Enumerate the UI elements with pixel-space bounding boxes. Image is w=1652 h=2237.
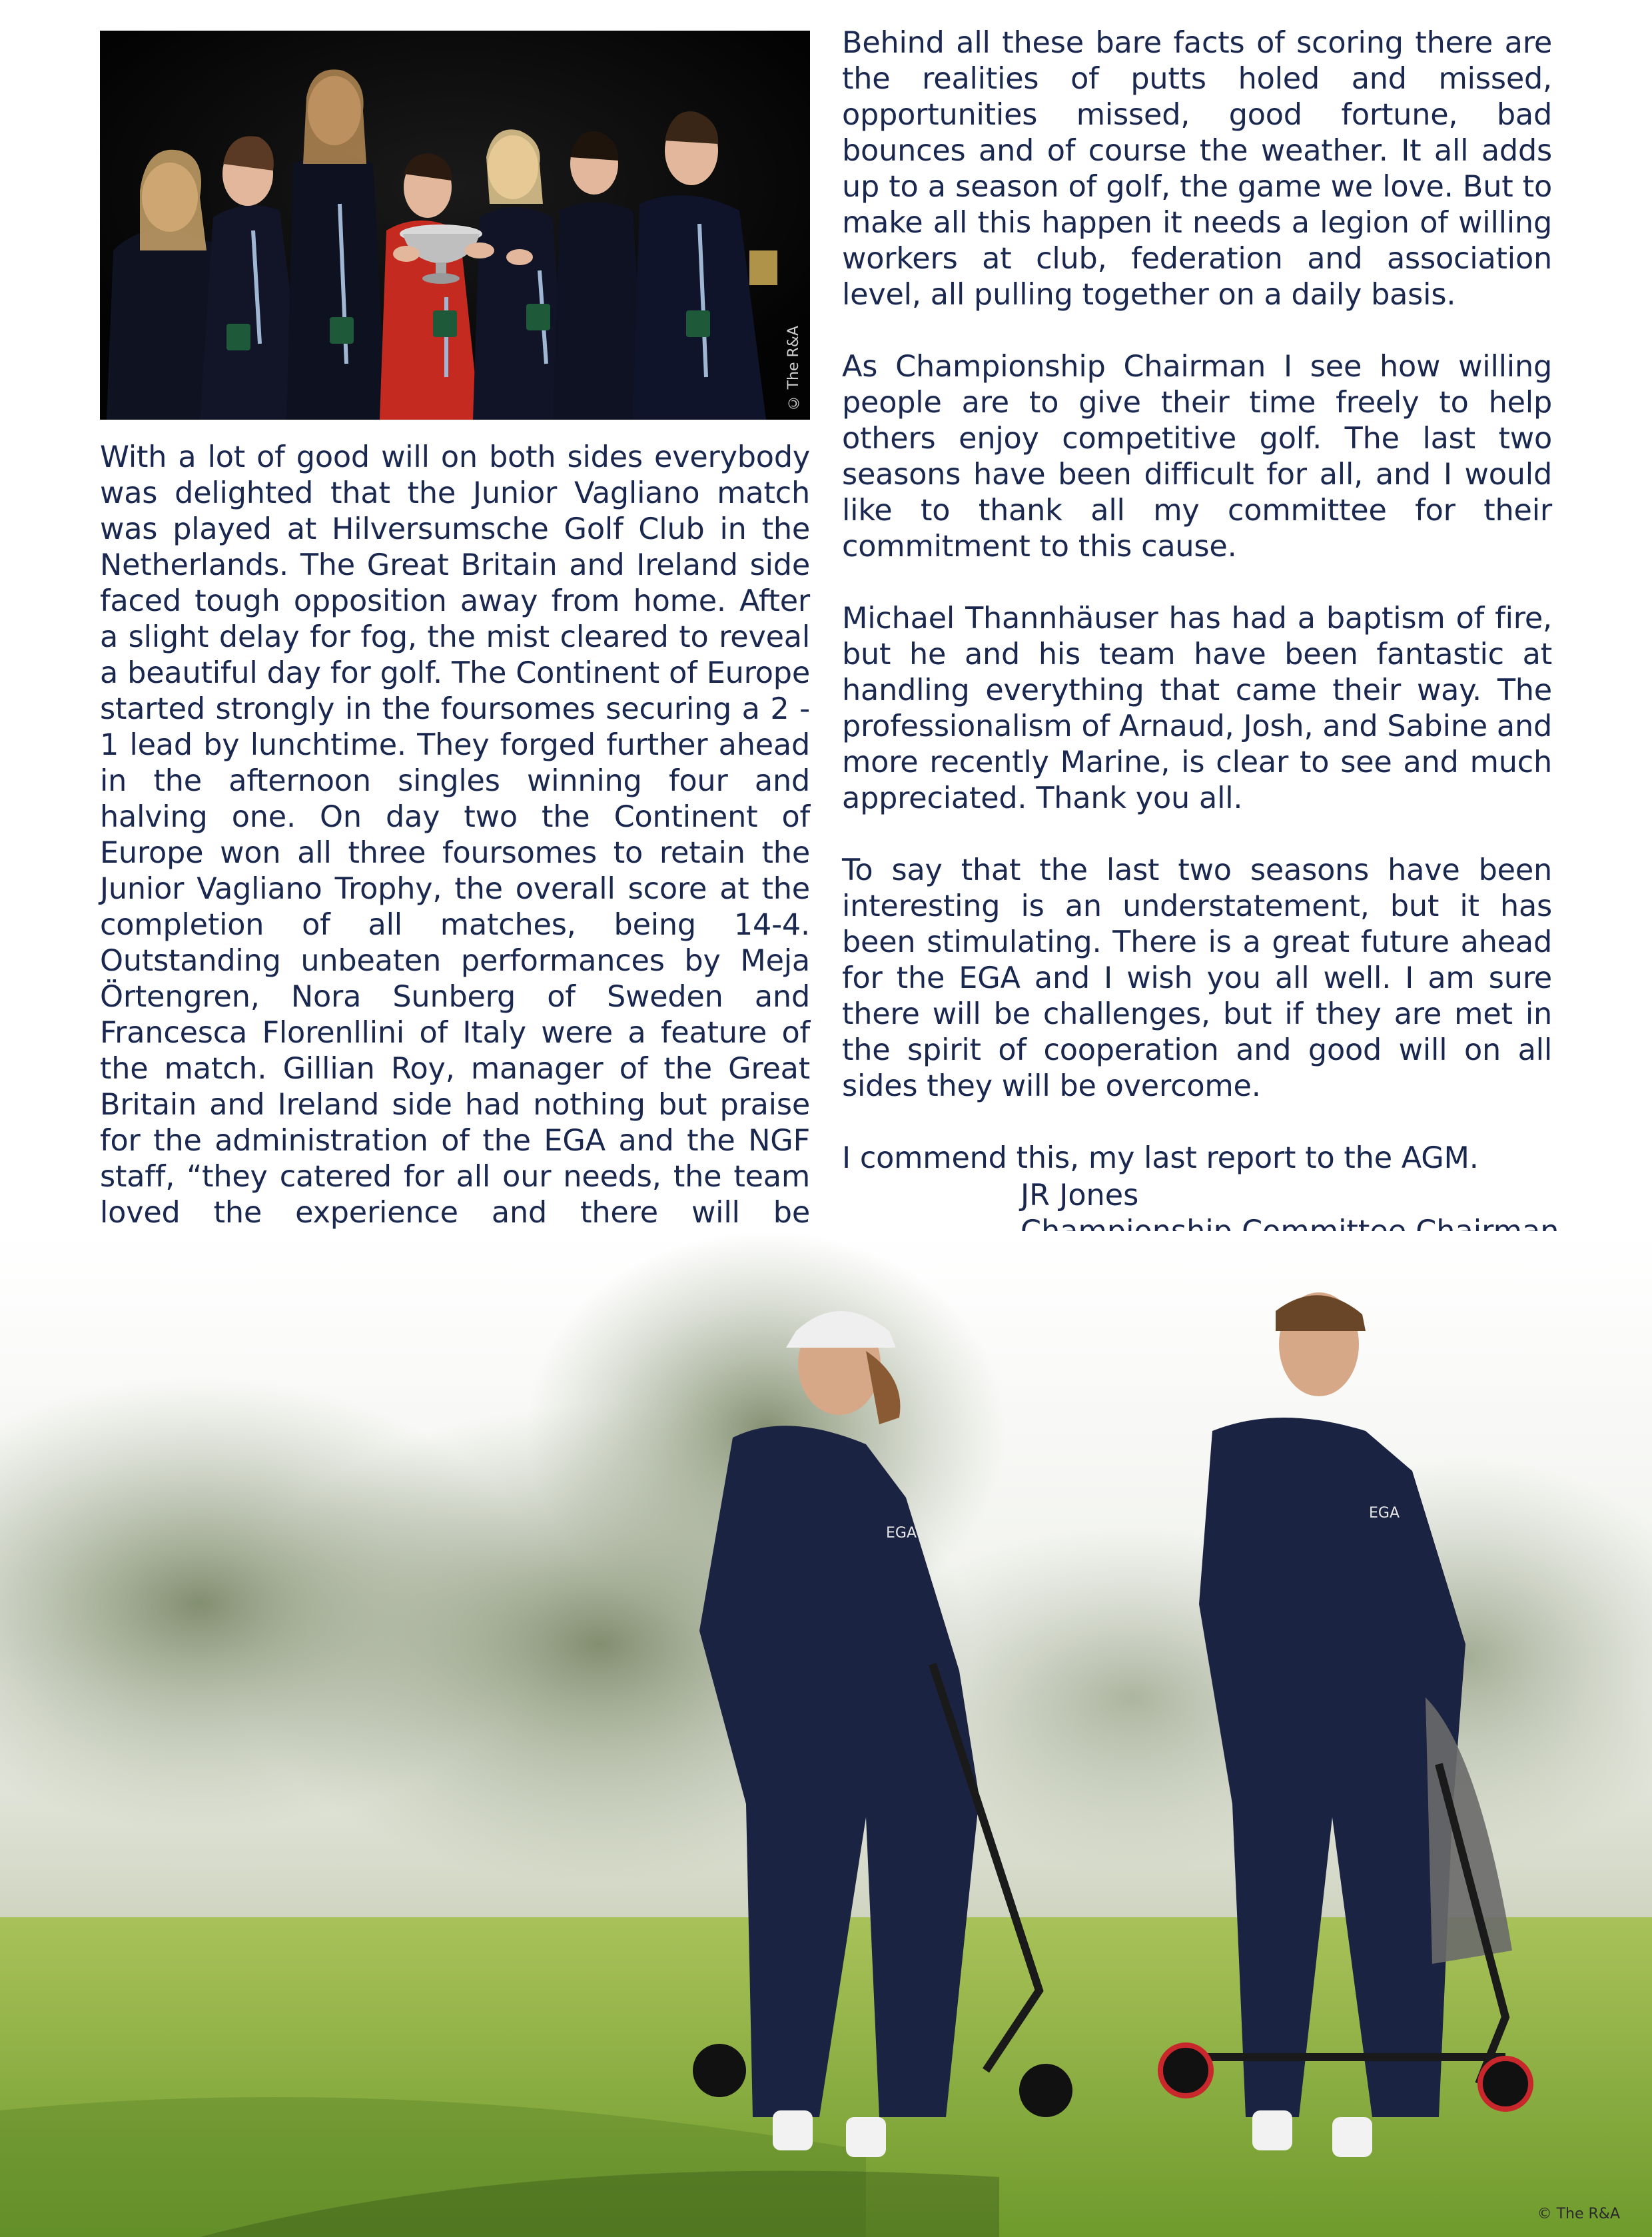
right-paragraph-2: As Championship Chairman I see how willing people are to give their time freely to help others enjoy competitive golf. The last two seasons have been difficult for all, and I would like to thank all my committee for their commitment to this cause. <box>842 350 1552 564</box>
golfers-walking-illustration <box>0 1231 1652 2237</box>
golfer1-sweater-logo: EGA <box>886 1525 917 1542</box>
left-column-text <box>100 440 810 1303</box>
top-photo-credit: © The R&A <box>785 325 802 410</box>
signature-name: JR Jones <box>1021 1178 1139 1212</box>
right-paragraph-5: I commend this, my last report to the AGM. <box>842 1141 1479 1175</box>
team-trophy-photo <box>100 31 810 420</box>
left-paragraph-1: With a lot of good will on both sides everybody was delighted that the Junior Vagliano match was played at Hilversumsche Golf Club in the Netherlands. The Great Britain and Ireland side faced tough opposition away from home. After a slight delay for fog, the mist cleared to reveal a beautiful day for golf. The Continent of Europe started strongly in the foursomes securing a 2 - 1 lead by lunchtime. They forged further ahead in the afternoon singles winning four and halving one. On day two the Continent of Europe won all three foursomes to retain the Junior Vagliano Trophy, the overall score at the completion of all matches, being 14-4. Outstanding unbeaten performances by Meja Örtengren, Nora Sunberg of Sweden and Francesca Florenllini of Italy were a feature of the match. Gillian Roy, manager of the Great Britain and Ireland side had nothing but praise for the administration of the EGA and the NGF staff, “they catered for all our needs, the team loved the experience and there will be <box>100 440 810 1230</box>
golfers-walking-photo <box>0 1231 1652 2237</box>
bottom-photo-credit: © The R&A <box>1537 2206 1620 2222</box>
right-paragraph-4: To say that the last two seasons have been interesting is an understatement, but it has been stimulating. There is a great future ahead for the EGA and I wish you all well. I am sure there will be challenges, but if they are met in the spirit of cooperation and good will on all sides they will be overcome. <box>842 853 1552 1103</box>
right-paragraph-3: Michael Thannhäuser has had a baptism of fire, but he and his team have been fantastic at handling everything that came their way. The professionalism of Arnaud, Josh, and Sabine and more recently Marine, is clear to see and much appreciated. Thank you all. <box>842 602 1552 815</box>
golfer2-sweater-logo: EGA <box>1369 1505 1400 1522</box>
right-paragraph-1: Behind all these bare facts of scoring there are the realities of putts holed and missed, opportunities missed, good fortune, bad bounces and of course the weather. It all adds up to a season of golf, the game we love. But to make all this happen it needs a legion of willing workers at club, federation and association level, all pulling together on a daily basis. <box>842 26 1552 312</box>
team-trophy-illustration <box>100 31 810 420</box>
right-column-text <box>842 25 1552 1176</box>
